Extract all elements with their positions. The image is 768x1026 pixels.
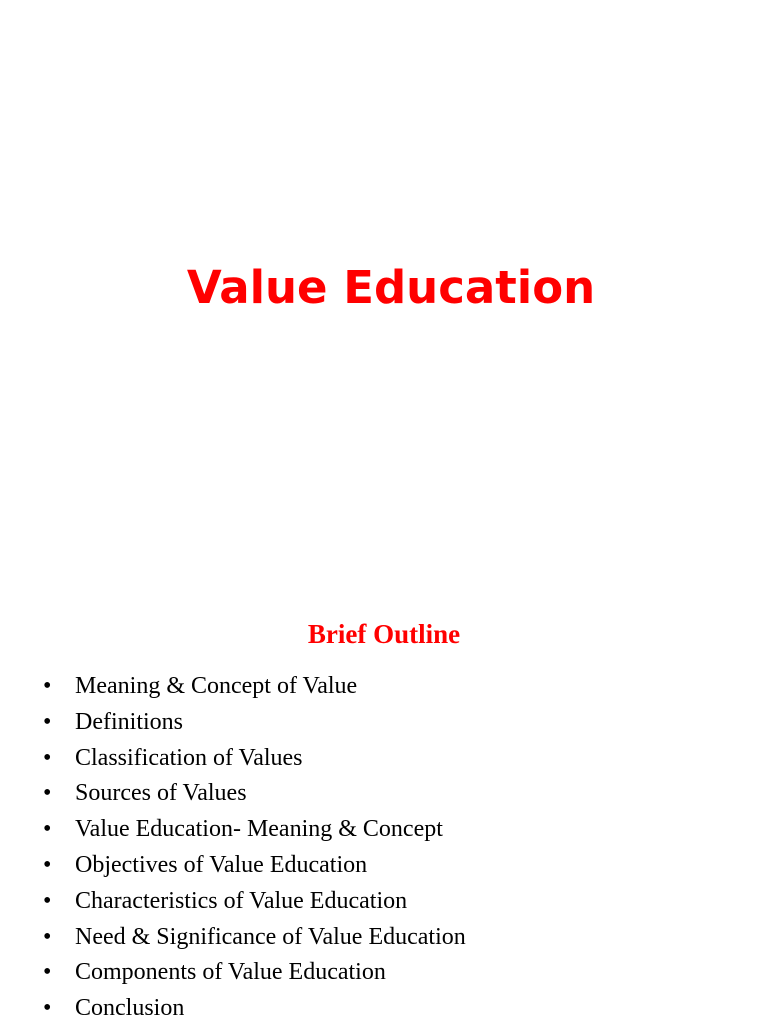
outline-item-text: Meaning & Concept of Value bbox=[75, 673, 358, 699]
bullet-icon: • bbox=[43, 923, 52, 950]
bullet-icon: • bbox=[43, 744, 52, 771]
outline-item-text: Value Education- Meaning & Concept bbox=[75, 816, 443, 843]
bullet-icon: • bbox=[43, 995, 52, 1022]
outline-slide bbox=[0, 576, 768, 1024]
bullet-icon: • bbox=[43, 887, 52, 914]
outline-heading: Brief Outline bbox=[307, 619, 461, 649]
outline-item-text: Classification of Values bbox=[75, 744, 303, 771]
outline-item-text: Conclusion bbox=[75, 995, 185, 1022]
outline-item-text: Sources of Values bbox=[75, 780, 247, 807]
outline-item-text: Objectives of Value Education bbox=[75, 851, 368, 878]
bullet-icon: • bbox=[43, 959, 52, 986]
outline-item-text: Characteristics of Value Education bbox=[75, 887, 408, 914]
bullet-icon: • bbox=[43, 816, 52, 843]
outline-item-text: Definitions bbox=[75, 708, 183, 735]
bullet-icon: • bbox=[43, 673, 52, 699]
bullet-icon: • bbox=[43, 708, 52, 735]
slide-title: Value Education bbox=[186, 261, 596, 314]
outline-item-text: Need & Significance of Value Education bbox=[75, 923, 466, 950]
outline-item-text: Components of Value Education bbox=[75, 959, 386, 986]
bullet-icon: • bbox=[43, 851, 52, 878]
bullet-icon: • bbox=[43, 780, 52, 807]
